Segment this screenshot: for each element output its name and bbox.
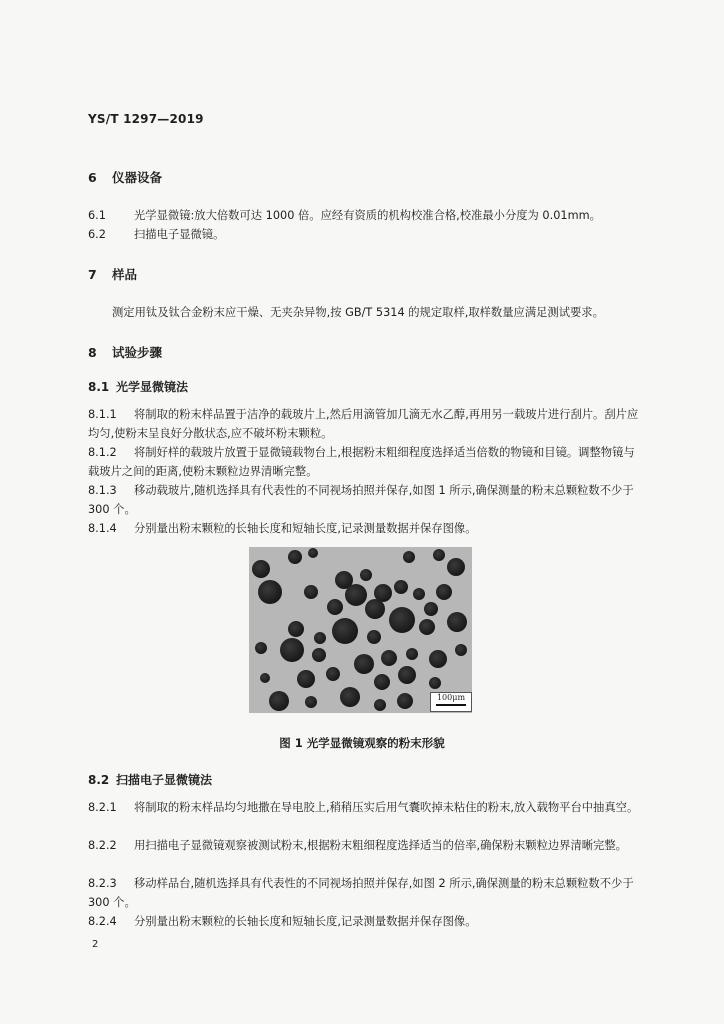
section-8-2-heading: 8.2 扫描电子显微镜法	[88, 773, 213, 787]
clause-6-2: 6.2 扫描电子显微镜。	[88, 228, 225, 241]
clause-7-text: 测定用钛及钛合金粉末应干燥、无夹杂异物,按 GB/T 5314 的规定取样,取样数量应满足测试要求。	[112, 306, 604, 319]
scale-bar	[430, 692, 472, 712]
figure-1-caption: 图 1 光学显微镜观察的粉末形貌	[279, 736, 445, 750]
clause-8-1-1: 8.1.1 将制取的粉末样品置于洁净的载玻片上,然后用滴管加几滴无水乙醇,再用另一载玻片进行刮片。刮片应均匀,使粉末呈良好分散状态,应不破坏粉末颗粒。	[88, 408, 639, 440]
standard-code: YS/T 1297—2019	[88, 112, 204, 126]
section-7-heading: 7 样品	[88, 267, 138, 282]
powder-particles-image	[249, 547, 472, 713]
section-8-1-heading: 8.1 光学显微镜法	[88, 380, 189, 394]
powder-micrograph	[249, 547, 472, 713]
section-8-heading: 8 试验步骤	[88, 345, 163, 360]
section-title: 仪器设备	[112, 170, 163, 185]
clause-8-2-4: 8.2.4 分别量出粉末颗粒的长轴长度和短轴长度,记录测量数据并保存图像。	[88, 915, 477, 928]
clause-8-1-2: 8.1.2 将制好样的载玻片放置于显微镜载物台上,根据粉末粗细程度选择适当倍数的物镜和目镜。调整物镜与载玻片之间的距离,使粉末颗粒边界清晰完整。	[88, 446, 635, 478]
clause-8-1-3: 8.1.3 移动载玻片,随机选择具有代表性的不同视场拍照并保存,如图 1 所示,确保测量的粉末总颗粒数不少于 300 个。	[88, 484, 634, 516]
scale-bar-label: 100μm	[436, 693, 466, 702]
section-6-heading	[88, 168, 162, 186]
clause-8-2-1: 8.2.1 将制取的粉末样品均匀地撒在导电胶上,稍稍压实后用气囊吹掉未粘住的粉末,放入载物平台中抽真空。	[88, 801, 639, 814]
clause-6-1: 6.1 光学显微镜:放大倍数可达 1000 倍。应经有资质的机构校准合格,校准最小分度为 0.01mm。	[88, 209, 601, 222]
clause-8-1-4: 8.1.4 分别量出粉末颗粒的长轴长度和短轴长度,记录测量数据并保存图像。	[88, 522, 477, 535]
clause-8-2-3: 8.2.3 移动样品台,随机选择具有代表性的不同视场拍照并保存,如图 2 所示,确保测量的粉末总颗粒数不少于 300 个。	[88, 877, 634, 909]
section-number: 6	[88, 170, 97, 185]
page-number: 2	[92, 939, 99, 950]
scale-bar-line	[436, 704, 466, 706]
clause-8-2-2: 8.2.2 用扫描电子显微镜观察被测试粉末,根据粉末粗细程度选择适当的倍率,确保粉末颗粒边界清晰完整。	[88, 839, 627, 852]
